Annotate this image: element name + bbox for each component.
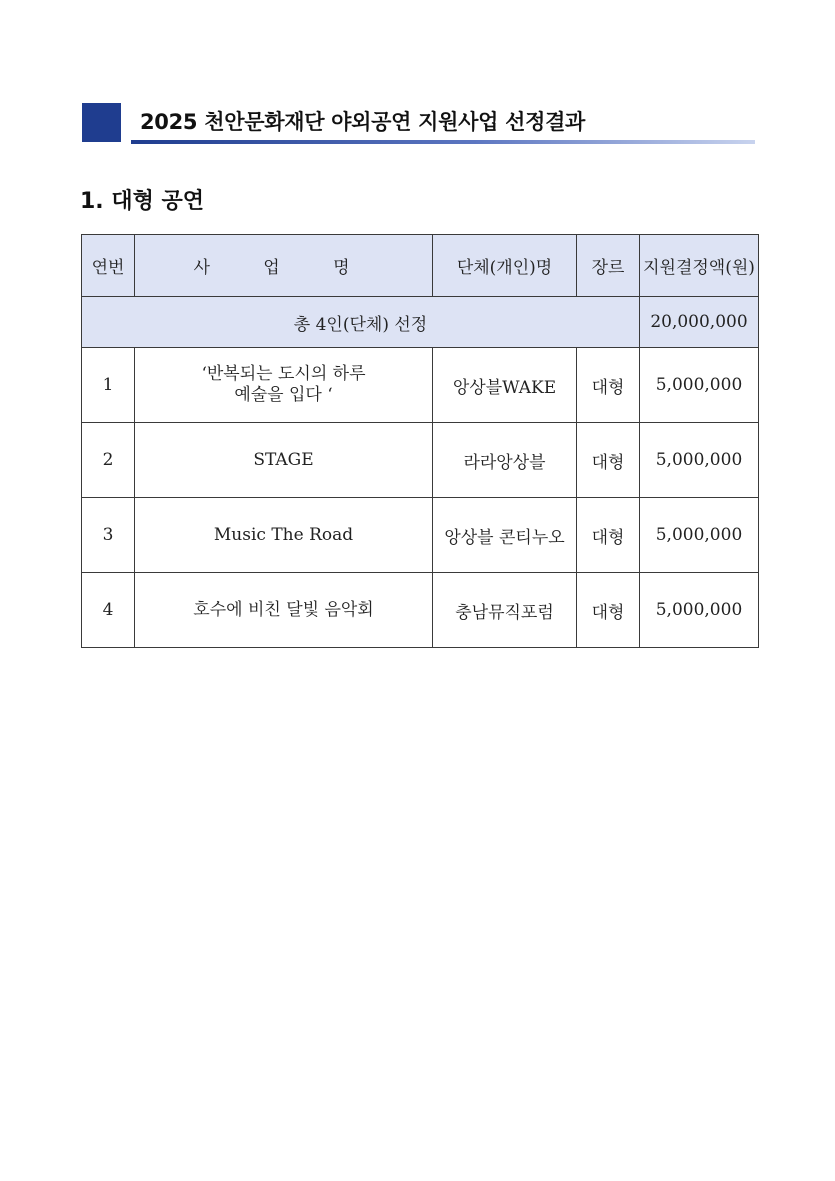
table-row <box>82 348 759 423</box>
row-project: Music The Road <box>135 498 433 573</box>
table-row <box>82 573 759 648</box>
row-project-line: ‘반복되는 도시의 하루 <box>201 364 366 384</box>
row-genre: 대형 <box>577 498 640 573</box>
row-no: 1 <box>82 348 135 423</box>
column-header-amount: 지원결정액(원) <box>640 235 759 297</box>
row-no: 3 <box>82 498 135 573</box>
row-group: 라라앙상블 <box>433 423 577 498</box>
row-no: 4 <box>82 573 135 648</box>
title-underline <box>131 140 755 144</box>
column-header-genre: 장르 <box>577 235 640 297</box>
summary-label: 총 4인(단체) 선정 <box>82 297 640 348</box>
row-no: 2 <box>82 423 135 498</box>
column-header-group: 단체(개인)명 <box>433 235 577 297</box>
row-project: 호수에 비친 달빛 음악회 <box>135 573 433 648</box>
row-project <box>135 348 433 423</box>
row-project-line: 예술을 입다 ‘ <box>234 385 333 405</box>
row-genre: 대형 <box>577 573 640 648</box>
row-group: 충남뮤직포럼 <box>433 573 577 648</box>
row-group: 앙상블WAKE <box>433 348 577 423</box>
row-project: STAGE <box>135 423 433 498</box>
table-header-row <box>82 235 759 297</box>
row-group: 앙상블 콘티누오 <box>433 498 577 573</box>
row-amount: 5,000,000 <box>640 423 759 498</box>
summary-row <box>82 297 759 348</box>
row-genre: 대형 <box>577 348 640 423</box>
row-amount: 5,000,000 <box>640 348 759 423</box>
title-accent-block <box>82 103 121 142</box>
column-header-no: 연번 <box>82 235 135 297</box>
row-amount: 5,000,000 <box>640 498 759 573</box>
section-heading: 1. 대형 공연 <box>80 189 204 214</box>
table-row <box>82 423 759 498</box>
column-header-project: 사 업 명 <box>135 235 433 297</box>
summary-total: 20,000,000 <box>640 297 759 348</box>
row-amount: 5,000,000 <box>640 573 759 648</box>
selection-results-table <box>81 234 759 648</box>
row-genre: 대형 <box>577 423 640 498</box>
page-title: 2025 천안문화재단 야외공연 지원사업 선정결과 <box>140 110 586 134</box>
table-row <box>82 498 759 573</box>
